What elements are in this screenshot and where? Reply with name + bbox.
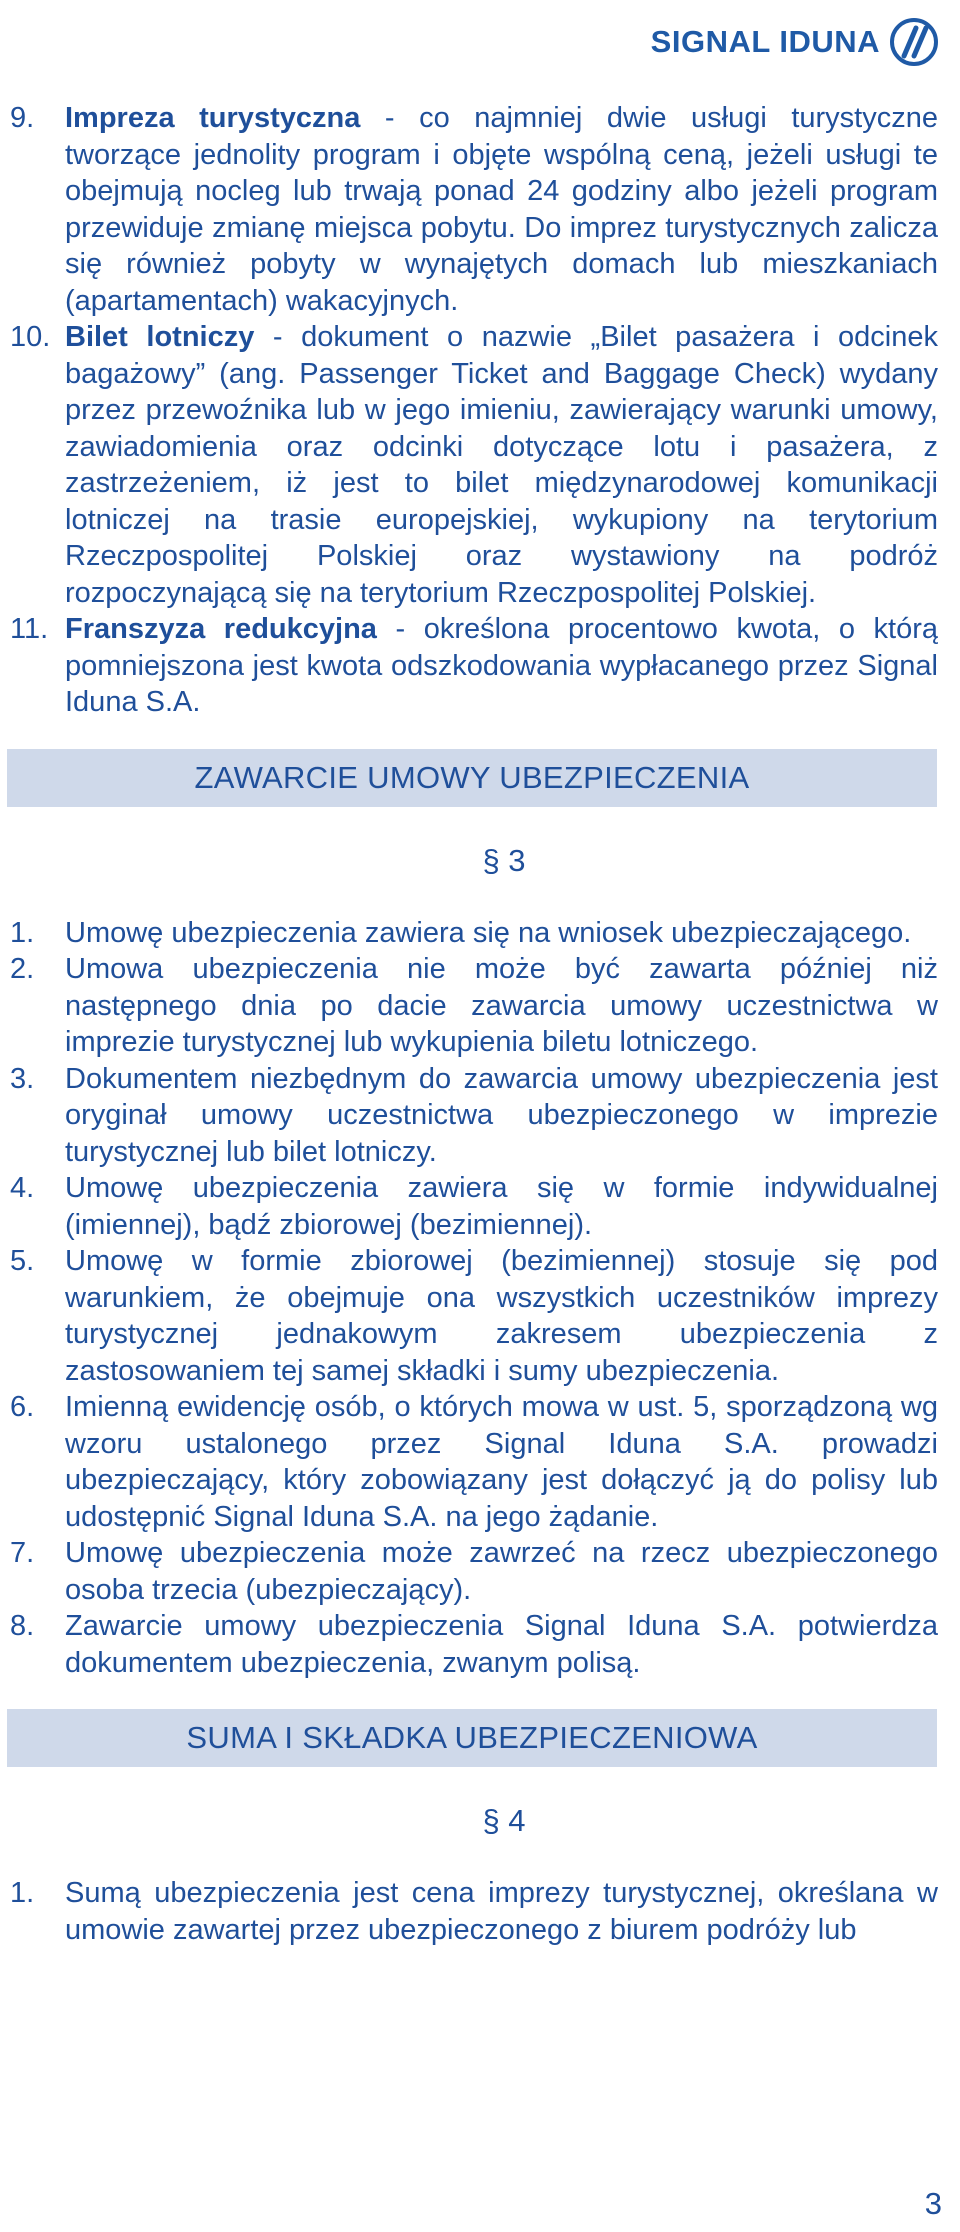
- item-number: 2.: [10, 953, 35, 985]
- item-number: 6.: [10, 1391, 35, 1423]
- list-item: [10, 1875, 938, 1948]
- definition-text: - dokument o nazwie „Bilet pasażera i odcinek bagażowy” (ang. Passenger Ticket and Baggage Check) wydany przez przewoźnika lub w jego imieniu, zawierający warunki umowy, zawiadomienia oraz odcinki dotyczące lotu i pasażera, z zastrzeżeniem, iż jest to bilet międzynarodowej komunikacji lotniczej na trasie europejskiej, wykupiony na terytorium Rzeczpospolitej Polskiej oraz wystawiony na podróż rozpoczynającą się na terytorium Rzeczpospolitej Polskiej.: [65, 321, 938, 609]
- item-number: 10.: [10, 321, 51, 353]
- list-item: [10, 1243, 938, 1389]
- item-text: [65, 100, 938, 319]
- list-item: [10, 915, 938, 952]
- item-number: 4.: [10, 1172, 35, 1204]
- item-text: Umowę ubezpieczenia zawiera się na wniosek ubezpieczającego.: [65, 916, 912, 949]
- item-text: Sumą ubezpieczenia jest cena imprezy turystycznej, określana w umowie zawartej przez ubezpieczonego z biurem podróży lub: [65, 1877, 938, 1946]
- list-item: [10, 1061, 938, 1171]
- page-header: [651, 14, 938, 70]
- section-heading-bar: [7, 749, 937, 807]
- signal-iduna-logo-icon: [890, 18, 938, 66]
- paragraph-mark: § 3: [482, 842, 526, 878]
- item-text: Zawarcie umowy ubezpieczenia Signal Iduna S.A. potwierdza dokumentem ubezpieczenia, zwanym polisą.: [65, 1610, 938, 1679]
- brand-name: SIGNAL IDUNA: [650, 24, 880, 59]
- item-text: Umowę ubezpieczenia zawiera się w formie indywidualnej (imiennej), bądź zbiorowej (bezimiennej).: [65, 1172, 938, 1241]
- item-number: 5.: [10, 1245, 35, 1277]
- section-heading: ZAWARCIE UMOWY UBEZPIECZENIA: [194, 759, 750, 795]
- defined-term: Bilet lotniczy: [65, 321, 255, 353]
- defined-term: Franszyza redukcyjna: [65, 613, 377, 645]
- item-number: 9.: [10, 102, 35, 134]
- section-heading-bar: [7, 1709, 937, 1767]
- item-number: 1.: [10, 916, 35, 949]
- definition-text: - określona procentowo kwota, o którą pomniejszona jest kwota odszkodowania wypłacanego przez Signal Iduna S.A.: [65, 613, 938, 718]
- list-item: [10, 1389, 938, 1535]
- paragraph-mark: § 4: [482, 1803, 526, 1838]
- list-item: [10, 1170, 938, 1243]
- item-text: Imienną ewidencję osób, o których mowa w ust. 5, sporządzoną wg wzoru ustalonego przez Signal Iduna S.A. prowadzi ubezpieczający, który zobowiązany jest dołączyć ją do polisy lub udostępnić Signal Iduna S.A. na jego żądanie.: [65, 1391, 938, 1533]
- item-number: 11.: [10, 613, 49, 645]
- item-number: 8.: [10, 1610, 35, 1642]
- item-text: Dokumentem niezbędnym do zawarcia umowy ubezpieczenia jest oryginał umowy uczestnictwa ubezpieczonego w imprezie turystycznej lub bilet lotniczy.: [65, 1062, 938, 1168]
- item-text: [65, 319, 938, 611]
- item-text: Umowę ubezpieczenia może zawrzeć na rzecz ubezpieczonego osoba trzecia (ubezpieczający).: [65, 1537, 938, 1606]
- item-text: Umowę w formie zbiorowej (bezimiennej) stosuje się pod warunkiem, że obejmuje ona wszystkich uczestników imprezy turystycznej jednakowym zakresem ubezpieczenia z zastosowaniem tej samej składki i sumy ubezpieczenia.: [65, 1245, 938, 1387]
- item-text: [65, 611, 938, 721]
- definition-item: [10, 611, 938, 721]
- list-item: [10, 1608, 938, 1681]
- definition-item: [10, 319, 938, 611]
- item-number: 3.: [10, 1062, 35, 1095]
- list-item: [10, 951, 938, 1061]
- defined-term: Impreza turystyczna: [65, 102, 361, 134]
- item-number: 1.: [10, 1877, 35, 1909]
- page-number: 3: [924, 2186, 942, 2221]
- document-body: [10, 100, 938, 1948]
- item-number: 7.: [10, 1537, 35, 1569]
- list-item: [10, 1535, 938, 1608]
- section-heading: SUMA I SKŁADKA UBEZPIECZENIOWA: [186, 1720, 758, 1755]
- item-text: Umowa ubezpieczenia nie może być zawarta później niż następnego dnia po dacie zawarcia umowy uczestnictwa w imprezie turystycznej lub wykupienia biletu lotniczego.: [65, 953, 938, 1058]
- definition-item: [10, 100, 938, 319]
- definition-text: - co najmniej dwie usługi turystyczne tworzące jednolity program i objęte wspólną ceną, jeżeli usługi te obejmują nocleg lub trwają ponad 24 godziny albo jeżeli program przewiduje zmianę miejsca pobytu. Do imprez turystycznych zalicza się również pobyty w wynajętych domach lub mieszkaniach (apartamentach) wakacyjnych.: [65, 102, 938, 317]
